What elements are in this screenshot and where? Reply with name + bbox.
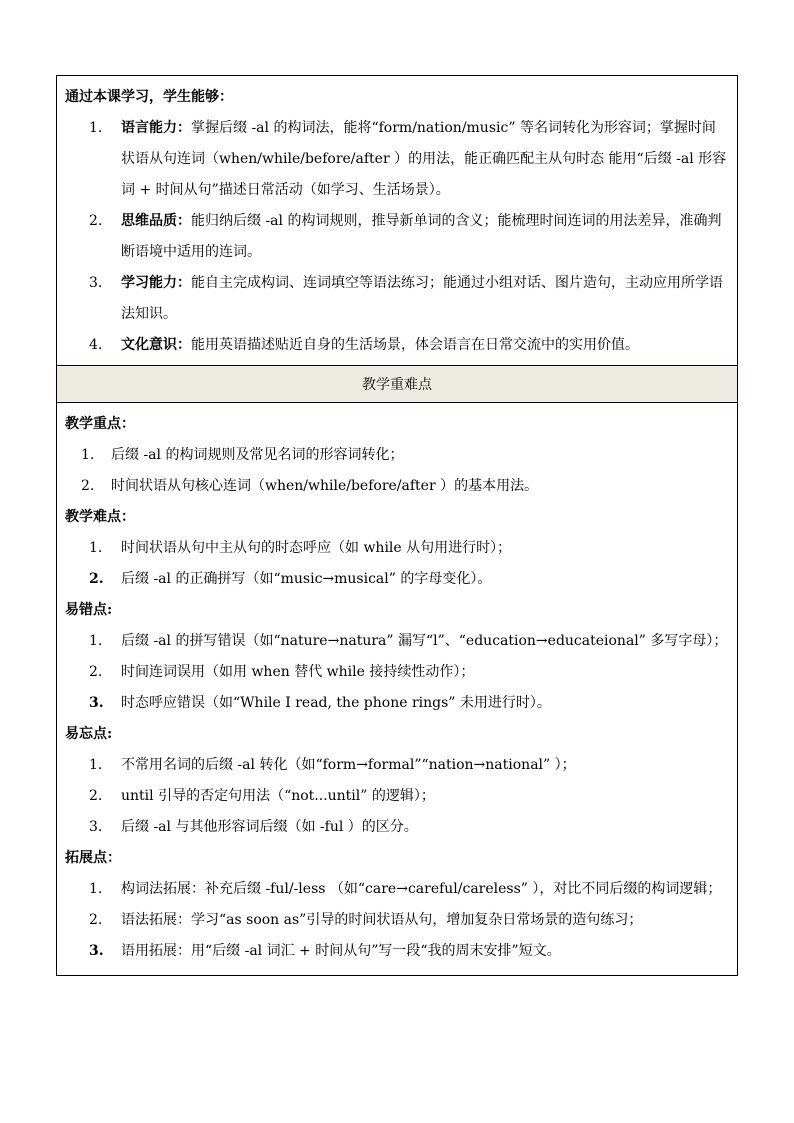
item-number: 2. bbox=[81, 478, 95, 494]
item-text: 后缀 -al 的正确拼写（如“music→musical” 的字母变化）。 bbox=[121, 571, 492, 587]
item-number: 2. bbox=[89, 664, 103, 680]
item-number: 1. bbox=[89, 881, 103, 897]
list-item bbox=[65, 533, 729, 564]
item-number: 2. bbox=[89, 788, 103, 804]
item-number: 3. bbox=[89, 275, 103, 291]
item-number: 2. bbox=[89, 912, 103, 928]
item-text: 不常用名词的后缀 -al 转化（如“form→formal”“nation→national” ）； bbox=[121, 757, 576, 773]
objective-text: 掌握后缀 -al 的构词法，能将“form/nation/music” 等名词转化为形容词；掌握时间状语从句连词（when/while/before/after ）的用法，能正确匹配主从句时态 能用“后缀 -al 形容词 + 时间从句”描述日常活动（如学习、生活场景）。 bbox=[121, 120, 727, 198]
item-text: until 引导的否定句用法（“not...until” 的逻辑）； bbox=[121, 788, 435, 804]
objective-item bbox=[65, 330, 729, 361]
item-text: 语法拓展：学习“as soon as”引导的时间状语从句，增加复杂日常场景的造句练习； bbox=[121, 912, 643, 928]
item-number: 1. bbox=[81, 447, 95, 463]
item-text: 时态呼应错误（如“While I read, the phone rings” 未用进行时）。 bbox=[121, 695, 551, 711]
item-text: 语用拓展：用“后缀 -al 词汇 + 时间从句”写一段“我的周末安排”短文。 bbox=[121, 943, 561, 959]
item-text: 后缀 -al 的拼写错误（如“nature→natura” 漏写“l”、“education→educateional” 多写字母）； bbox=[121, 633, 728, 649]
list-item bbox=[65, 874, 729, 905]
objective-item bbox=[65, 268, 729, 330]
list-item bbox=[65, 657, 729, 688]
objective-text: 能自主完成构词、连词填空等语法练习；能通过小组对话、图片造句，主动应用所学语法知识。 bbox=[121, 275, 723, 322]
objectives-section bbox=[57, 76, 737, 365]
errors-heading: 易错点: bbox=[65, 602, 113, 618]
item-text: 时间连词误用（如用 when 替代 while 接持续性动作）； bbox=[121, 664, 475, 680]
item-number: 1. bbox=[89, 540, 103, 556]
item-number: 1. bbox=[89, 757, 103, 773]
item-number: 4. bbox=[89, 337, 103, 353]
objective-item bbox=[65, 113, 729, 206]
list-item bbox=[65, 564, 729, 595]
objectives-heading: 通过本课学习，学生能够： bbox=[65, 89, 233, 105]
list-item bbox=[65, 781, 729, 812]
section-band-title: 教学重难点 bbox=[57, 365, 737, 403]
list-item bbox=[65, 626, 729, 657]
difficulty-heading: 教学难点： bbox=[65, 509, 135, 525]
key-points-section bbox=[57, 403, 737, 975]
item-number: 2. bbox=[89, 213, 103, 229]
item-number: 3. bbox=[89, 695, 104, 711]
objective-label: 文化意识： bbox=[121, 337, 191, 353]
list-item bbox=[65, 688, 729, 719]
objective-label: 学习能力： bbox=[121, 275, 191, 291]
list-item bbox=[65, 440, 729, 471]
list-item bbox=[65, 750, 729, 781]
item-number: 1. bbox=[89, 633, 103, 649]
lesson-table bbox=[56, 75, 738, 976]
item-number: 3. bbox=[89, 943, 104, 959]
objective-text: 能归纳后缀 -al 的构词规则，推导新单词的含义；能梳理时间连词的用法差异，准确判断语境中适用的连词。 bbox=[121, 213, 722, 260]
focus-heading: 教学重点： bbox=[65, 416, 135, 432]
list-item bbox=[65, 812, 729, 843]
extension-heading: 拓展点： bbox=[65, 850, 121, 866]
objective-label: 语言能力： bbox=[121, 120, 191, 136]
item-text: 后缀 -al 与其他形容词后缀（如 -ful ）的区分。 bbox=[121, 819, 418, 835]
item-number: 3. bbox=[89, 819, 103, 835]
objective-text: 能用英语描述贴近自身的生活场景，体会语言在日常交流中的实用价值。 bbox=[191, 337, 639, 353]
list-item bbox=[65, 471, 729, 502]
item-text: 时间状语从句核心连词（when/while/before/after ）的基本用法。 bbox=[111, 478, 539, 494]
item-number: 2. bbox=[89, 571, 104, 587]
objective-label: 思维品质： bbox=[121, 213, 191, 229]
item-text: 构词法拓展：补充后缀 -ful/-less （如“care→careful/careless” ），对比不同后缀的构词逻辑； bbox=[121, 881, 722, 897]
item-text: 后缀 -al 的构词规则及常见名词的形容词转化； bbox=[111, 447, 404, 463]
list-item bbox=[65, 936, 729, 967]
list-item bbox=[65, 905, 729, 936]
forget-heading: 易忘点: bbox=[65, 726, 113, 742]
item-text: 时间状语从句中主从句的时态呼应（如 while 从句用进行时）； bbox=[121, 540, 512, 556]
item-number: 1. bbox=[89, 120, 103, 136]
objective-item bbox=[65, 206, 729, 268]
